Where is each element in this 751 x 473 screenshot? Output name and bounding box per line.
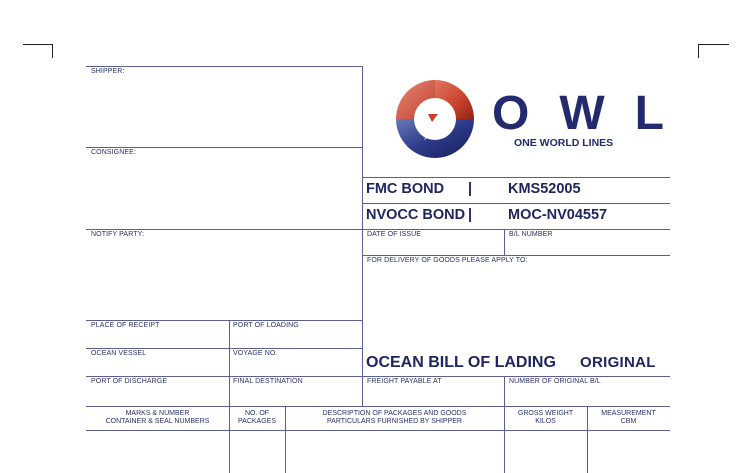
col-header-marks [86, 410, 229, 426]
original-stamp: ORIGINAL [580, 354, 656, 371]
crop-mark-right [698, 44, 729, 58]
col-header-measurement [587, 410, 670, 426]
date-of-issue-label: DATE OF ISSUE [367, 231, 422, 238]
col-header-weight [504, 410, 587, 426]
shipper-label: SHIPPER: [91, 68, 125, 75]
voyage-no-label: VOYAGE NO. [233, 350, 278, 357]
col-marks-line2: CONTAINER & SEAL NUMBERS [105, 418, 210, 425]
port-of-loading-label: PORT OF LOADING [233, 322, 299, 329]
rule-bond-top [362, 177, 670, 178]
fmc-bond-separator: | [468, 181, 473, 197]
rule-delivery [362, 255, 670, 256]
rule-original-bl [504, 376, 505, 406]
number-of-original-bl-label: NUMBER OF ORIGINAL B/L [509, 378, 601, 385]
rule-receipt [86, 320, 362, 321]
col-weight-line2: KILOS [535, 418, 556, 425]
notify-party-label: NOTIFY PARTY: [91, 231, 145, 238]
final-destination-label: FINAL DESTINATION [233, 378, 303, 385]
col-measurement-line2: CBM [620, 418, 637, 425]
col-header-description [285, 410, 504, 426]
nvocc-bond-separator: | [468, 207, 473, 223]
delivery-apply-label: FOR DELIVERY OF GOODS PLEASE APPLY TO: [367, 257, 528, 264]
rule-center [362, 66, 363, 406]
rule-top [86, 66, 362, 67]
nvocc-bond-label: NVOCC BOND [366, 207, 466, 223]
col-description-line2: PARTICULARS FURNISHED BY SHIPPER [327, 418, 462, 425]
col-packages-line1: NO. OF [244, 410, 270, 417]
fmc-bond-value: KMS52005 [508, 181, 581, 197]
col-measurement-line1: MEASUREMENT [601, 410, 656, 417]
ocean-vessel-label: OCEAN VESSEL [91, 350, 147, 357]
rule-bond-mid [362, 203, 670, 204]
col-header-packages [229, 410, 285, 426]
fmc-bond-label: FMC BOND [366, 181, 445, 197]
crop-mark-left [23, 44, 53, 58]
rule-discharge [86, 376, 670, 377]
consignee-label: CONSIGNEE: [91, 149, 136, 156]
freight-payable-at-label: FREIGHT PAYABLE AT [367, 378, 442, 385]
bl-number-label: B/L NUMBER [509, 231, 553, 238]
rule-notify [86, 229, 670, 230]
rule-columns-bottom [86, 430, 670, 431]
document-title: OCEAN BILL OF LADING [366, 354, 556, 371]
place-of-receipt-label: PLACE OF RECEIPT [91, 322, 160, 329]
owl-logo [394, 78, 476, 160]
col-packages-line2: PACKAGES [238, 418, 276, 425]
rule-bl-number [504, 229, 505, 255]
col-marks-line1: MARKS & NUMBER [125, 410, 190, 417]
col-weight-line1: GROSS WEIGHT [517, 410, 574, 417]
globe-logo-icon [394, 78, 476, 160]
port-of-discharge-label: PORT OF DISCHARGE [91, 378, 168, 385]
rule-consignee [86, 147, 362, 148]
rule-receipt-split [229, 320, 230, 406]
brand-name: OWL [492, 87, 694, 140]
brand-tagline: ONE WORLD LINES [514, 137, 614, 149]
nvocc-bond-value: MOC-NV04557 [508, 207, 608, 223]
rule-columns-top [86, 406, 670, 407]
rule-vessel [86, 348, 362, 349]
col-description-line1: DESCRIPTION OF PACKAGES AND GOODS [322, 410, 467, 417]
